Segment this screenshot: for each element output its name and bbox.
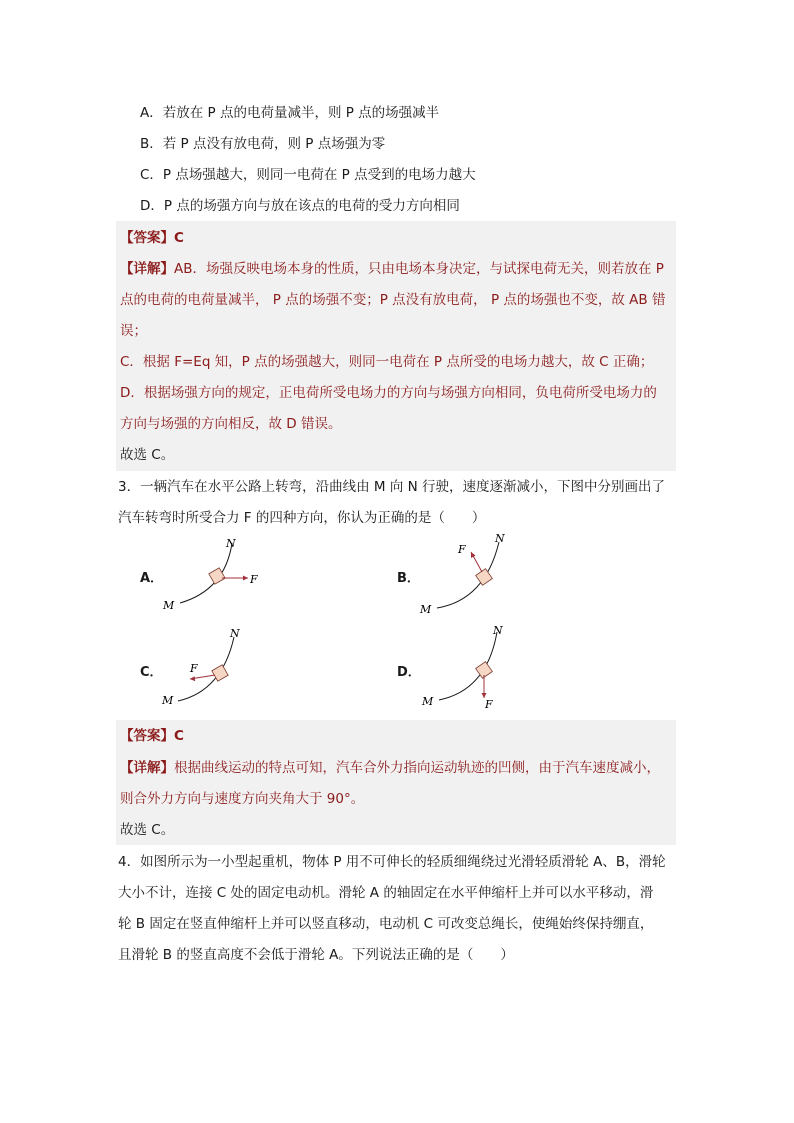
- q3-answer-block: [116, 720, 676, 845]
- q2-detail-line-4: C．根据 F=Eq 知，P 点的场强越大，则同一电荷在 P 点所受的电场力越大，故 C 正确；: [120, 354, 654, 370]
- q4-stem-line-4: 且滑轮 B 的竖直高度不会低于滑轮 A。下列说法正确的是（ ）: [118, 947, 514, 963]
- figure-c-m-label: M: [162, 694, 174, 707]
- figure-a-label: A．: [140, 571, 164, 586]
- figure-b-label: B．: [397, 571, 420, 586]
- q3-detail-line-2: 则合外力方向与速度方向夹角大于 90°。: [120, 791, 365, 807]
- q4-stem-line-2: 大小不计，连接 C 处的固定电动机。滑轮 A 的轴固定在水平伸缩杆上并可以水平移动，滑: [118, 885, 654, 901]
- q2-option-b: B．若 P 点没有放电荷，则 P 点场强为零: [140, 136, 386, 152]
- q3-conclusion: 故选 C。: [120, 822, 175, 838]
- q2-answer-block: [116, 221, 676, 471]
- q4-stem-line-1: 4．如图所示为一小型起重机，物体 P 用不可伸长的轻质细绳绕过光滑轻质滑轮 A、B，滑轮: [118, 854, 666, 870]
- figure-c-label: C．: [140, 665, 163, 680]
- q2-detail-line-1: 【详解】AB．场强反映电场本身的性质，只由电场本身决定，与试探电荷无关，则若放在 P: [120, 261, 664, 277]
- q2-answer-line: 【答案】C: [120, 230, 184, 246]
- q2-detail-line-3: 误；: [120, 323, 147, 339]
- q4-stem-line-3: 轮 B 固定在竖直伸缩杆上并可以竖直移动，电动机 C 可改变总绳长，使绳始终保持绷直，: [118, 916, 654, 932]
- q2-detail-line-5: D．根据场强方向的规定，正电荷所受电场力的方向与场强方向相同，负电荷所受电场力的: [120, 385, 657, 401]
- figure-d-n-label: N: [493, 624, 503, 637]
- figure-a-n-label: N: [226, 537, 236, 550]
- q2-option-a: A．若放在 P 点的电荷量减半，则 P 点的场强减半: [140, 105, 440, 121]
- figure-c: [160, 625, 270, 715]
- figure-d-m-label: M: [422, 695, 434, 708]
- figure-b-f-label: F: [458, 543, 466, 556]
- figure-d: [415, 620, 525, 715]
- figure-b: [415, 530, 525, 620]
- figure-b-n-label: N: [495, 532, 505, 545]
- q3-stem-line-2: 汽车转弯时所受合力 F 的四种方向，你认为正确的是（ ）: [118, 510, 486, 526]
- q2-conclusion: 故选 C。: [120, 447, 175, 463]
- figure-a: [160, 535, 280, 615]
- figure-d-label: D．: [397, 665, 421, 680]
- figure-a-f-label: F: [250, 573, 258, 586]
- q3-answer-line: 【答案】C: [120, 728, 184, 744]
- figure-c-f-label: F: [190, 662, 198, 675]
- figure-d-f-label: F: [485, 698, 493, 711]
- figure-b-m-label: M: [420, 603, 432, 616]
- q2-option-d: D．P 点的场强方向与放在该点的电荷的受力方向相同: [140, 198, 460, 214]
- q3-detail-line-1: 【详解】根据曲线运动的特点可知，汽车合外力指向运动轨迹的凹侧，由于汽车速度减小，: [120, 760, 660, 776]
- q2-option-c: C．P 点场强越大，则同一电荷在 P 点受到的电场力越大: [140, 167, 476, 183]
- q2-detail-line-2: 点的电荷的电荷量减半， P 点的场强不变；P 点没有放电荷， P 点的场强也不变，故 AB 错: [120, 292, 666, 308]
- q3-stem-line-1: 3．一辆汽车在水平公路上转弯，沿曲线由 M 向 N 行驶，速度逐渐减小，下图中分别画出了: [118, 479, 665, 495]
- figure-c-n-label: N: [230, 627, 240, 640]
- figure-a-m-label: M: [163, 599, 175, 612]
- q2-detail-line-6: 方向与场强的方向相反，故 D 错误。: [120, 416, 342, 432]
